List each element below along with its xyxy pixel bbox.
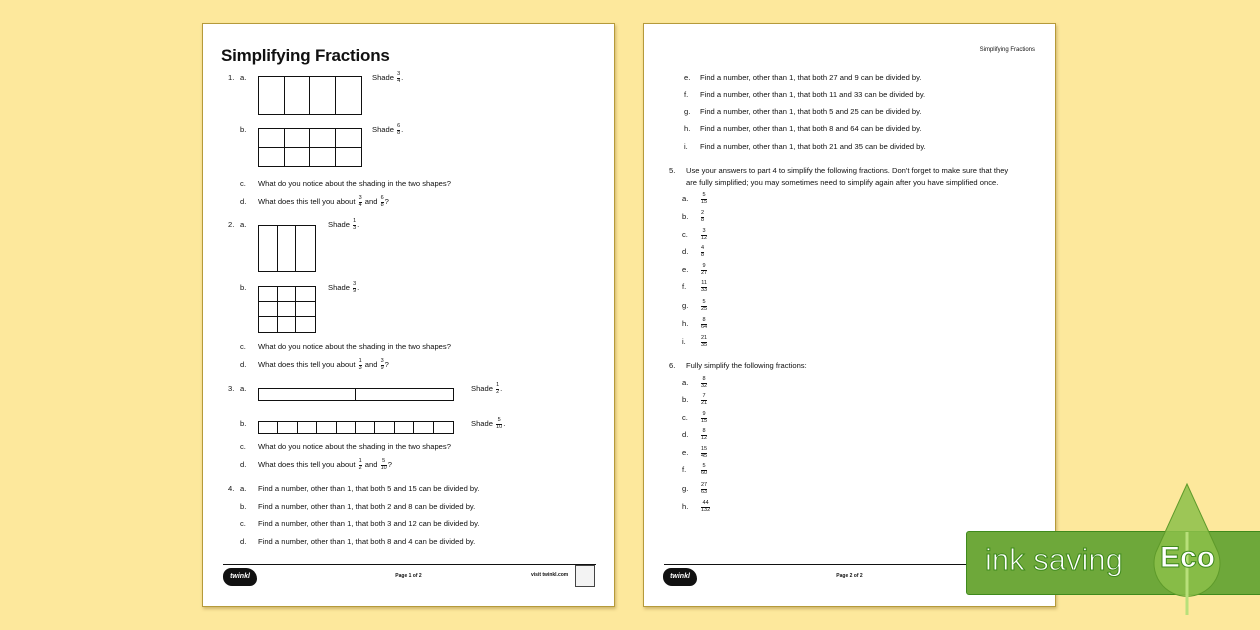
text-segment: ? <box>384 360 389 369</box>
denominator: 10 <box>380 464 387 471</box>
text-segment: What do you notice about the shading in the two shapes? <box>258 442 451 451</box>
numerator: 6 <box>397 123 401 129</box>
fraction-shape <box>258 128 362 167</box>
part-label: d. <box>682 430 689 439</box>
question-text <box>258 501 475 512</box>
question-text <box>700 377 708 389</box>
shape-cell <box>259 287 278 302</box>
question-text <box>258 359 389 371</box>
part-label: g. <box>682 484 689 493</box>
question-number: 2. <box>228 220 235 229</box>
text-segment: ? <box>387 460 392 469</box>
question-text <box>700 246 705 258</box>
part-label: a. <box>240 220 247 229</box>
denominator: 8 <box>380 201 384 208</box>
text-segment: Find a number, other than 1, that both 8 and 4 can be divided by. <box>258 537 476 546</box>
footer-divider <box>223 564 596 565</box>
part-label: d. <box>240 537 247 546</box>
numerator: 9 <box>702 263 706 269</box>
question-number: 4. <box>228 484 235 493</box>
shape-cell <box>395 422 414 433</box>
question-text <box>700 123 922 134</box>
numerator: 1 <box>358 458 362 464</box>
text-segment: . <box>357 220 360 229</box>
question-text <box>328 219 359 231</box>
fraction <box>701 318 707 330</box>
question-text <box>700 264 708 276</box>
denominator: 63 <box>701 488 708 495</box>
twinkl-logo: twinkl <box>223 568 257 586</box>
question-text <box>700 318 708 330</box>
fraction <box>496 383 499 395</box>
shape-cell <box>375 422 394 433</box>
shape-cell <box>259 302 278 317</box>
part-label: i. <box>682 337 686 346</box>
numerator: 2 <box>701 210 705 216</box>
part-label: a. <box>240 73 247 82</box>
shape-cell <box>434 422 453 433</box>
fraction <box>701 336 707 348</box>
fraction <box>359 459 362 471</box>
shape-cell <box>259 148 285 167</box>
shape-cell <box>278 302 297 317</box>
text-segment: Find a number, other than 1, that both 8 and 64 can be divided by. <box>700 124 922 133</box>
text-segment: Shade <box>471 384 496 393</box>
page-number: Page 1 of 2 <box>395 573 422 579</box>
question-text <box>700 193 708 205</box>
shape-cell <box>336 77 362 114</box>
denominator: 15 <box>701 417 708 424</box>
part-label: g. <box>684 107 691 116</box>
fraction <box>701 229 707 241</box>
page-number: Page 2 of 2 <box>836 573 863 579</box>
part-label: f. <box>682 282 687 291</box>
worksheet-page-1 <box>202 23 615 607</box>
numerator: 11 <box>701 280 707 286</box>
numerator: 1 <box>496 382 500 388</box>
twinkl-logo: twinkl <box>663 568 697 586</box>
denominator: 64 <box>701 323 708 330</box>
denominator: 8 <box>397 129 401 136</box>
text-segment: Shade <box>328 220 353 229</box>
part-label: d. <box>682 247 689 256</box>
shape-cell <box>259 389 356 400</box>
part-label: c. <box>682 413 688 422</box>
fraction <box>701 483 707 495</box>
part-label: f. <box>684 90 689 99</box>
text-segment: . <box>503 419 506 428</box>
fraction <box>701 501 710 513</box>
denominator: 25 <box>701 305 708 312</box>
fraction <box>701 246 704 258</box>
shape-cell <box>298 422 317 433</box>
fraction <box>701 377 707 389</box>
fraction <box>701 264 707 276</box>
text-segment: Fully simplify the following fractions: <box>686 361 807 370</box>
fraction <box>397 124 400 136</box>
question-text <box>700 429 708 441</box>
text-segment: Find a number, other than 1, that both 11 and 33 can be divided by. <box>700 90 926 99</box>
question-text <box>258 441 451 452</box>
part-label: g. <box>682 301 689 310</box>
fraction <box>701 394 707 406</box>
denominator: 45 <box>701 452 708 459</box>
denominator: 2 <box>496 388 500 395</box>
text-segment: What does this tell you about <box>258 197 358 206</box>
fraction-shape <box>258 421 454 434</box>
shape-cell <box>336 129 362 148</box>
question-text <box>700 106 922 117</box>
question-text <box>258 341 451 352</box>
fraction <box>359 359 362 371</box>
question-text <box>700 141 926 152</box>
question-number: 6. <box>669 361 676 370</box>
question-text <box>258 483 480 494</box>
question-text <box>700 89 925 100</box>
part-label: b. <box>240 125 247 134</box>
shape-cell <box>356 389 453 400</box>
fraction <box>701 281 707 293</box>
question-text <box>700 300 708 312</box>
question-text <box>258 196 389 208</box>
shape-cell <box>285 148 311 167</box>
question-number: 1. <box>228 73 235 82</box>
denominator: 3 <box>353 224 357 231</box>
text-segment: . <box>357 283 360 292</box>
question-text <box>700 281 708 293</box>
shape-cell <box>296 287 315 302</box>
fraction <box>381 359 384 371</box>
fraction <box>359 196 362 208</box>
denominator: 4 <box>397 77 401 84</box>
denominator: 9 <box>380 364 384 371</box>
part-label: b. <box>240 502 247 511</box>
numerator: 8 <box>702 376 706 382</box>
text-segment: . <box>401 73 404 82</box>
denominator: 35 <box>701 341 708 348</box>
shape-cell <box>278 287 297 302</box>
denominator: 9 <box>353 287 357 294</box>
fraction <box>381 196 384 208</box>
fraction <box>701 211 704 223</box>
part-label: a. <box>682 378 689 387</box>
ink-saving-label: ink saving <box>985 542 1123 577</box>
shape-cell <box>336 148 362 167</box>
denominator: 12 <box>701 434 708 441</box>
shape-cell <box>296 226 315 271</box>
text-segment: Find a number, other than 1, that both 5 and 25 can be divided by. <box>700 107 922 116</box>
visit-link[interactable]: visit twinkl.com <box>531 572 569 578</box>
shape-cell <box>278 226 297 271</box>
fraction-shape <box>258 225 316 272</box>
fraction <box>701 193 707 205</box>
text-segment: Find a number, other than 1, that both 3 and 12 can be divided by. <box>258 519 480 528</box>
question-text <box>258 518 480 529</box>
denominator: 33 <box>701 286 708 293</box>
shape-cell <box>259 226 278 271</box>
part-label: a. <box>682 194 689 203</box>
numerator: 3 <box>702 228 706 234</box>
text-segment: What does this tell you about <box>258 360 358 369</box>
question-text <box>700 336 708 348</box>
fraction <box>701 464 707 476</box>
shape-cell <box>278 422 297 433</box>
shape-cell <box>310 129 336 148</box>
shape-cell <box>296 317 315 332</box>
numerator: 5 <box>382 458 386 464</box>
fraction <box>353 219 356 231</box>
numerator: 8 <box>702 317 706 323</box>
shape-cell <box>285 129 311 148</box>
text-segment: What do you notice about the shading in the two shapes? <box>258 342 451 351</box>
numerator: 15 <box>701 446 708 452</box>
question-text <box>700 211 705 223</box>
eco-label: Eco <box>1160 541 1216 574</box>
shape-cell <box>337 422 356 433</box>
question-text <box>700 412 708 424</box>
numerator: 3 <box>397 71 401 77</box>
question-number: 5. <box>669 166 676 175</box>
fraction <box>496 418 502 430</box>
shape-cell <box>317 422 336 433</box>
part-label: e. <box>684 73 691 82</box>
part-label: e. <box>682 265 689 274</box>
question-text <box>700 447 708 459</box>
fraction <box>381 459 387 471</box>
numerator: 5 <box>702 463 706 469</box>
numerator: 5 <box>702 299 706 305</box>
worksheet-page-2 <box>643 23 1056 607</box>
denominator: 27 <box>701 269 708 276</box>
text-segment: . <box>401 125 404 134</box>
denominator: 8 <box>701 251 705 258</box>
text-segment: and <box>362 197 380 206</box>
shape-cell <box>278 317 297 332</box>
part-label: b. <box>682 212 689 221</box>
question-text <box>258 178 451 189</box>
question-number: 3. <box>228 384 235 393</box>
part-label: d. <box>240 360 247 369</box>
part-label: b. <box>240 419 247 428</box>
numerator: 1 <box>358 358 362 364</box>
question-text <box>471 418 505 430</box>
numerator: 3 <box>353 281 357 287</box>
fraction <box>701 429 707 441</box>
question-text <box>686 177 998 188</box>
numerator: 1 <box>353 218 357 224</box>
fraction-shape <box>258 76 362 115</box>
text-segment: Use your answers to part 4 to simplify the following fractions. Don't forget to make sure that they <box>686 166 1009 175</box>
denominator: 60 <box>701 469 708 476</box>
page-title: Simplifying Fractions <box>221 46 390 65</box>
text-segment: ? <box>384 197 389 206</box>
text-segment: . <box>500 384 503 393</box>
part-label: a. <box>240 384 247 393</box>
part-label: d. <box>240 460 247 469</box>
part-label: c. <box>240 342 246 351</box>
numerator: 8 <box>702 428 706 434</box>
numerator: 7 <box>702 393 706 399</box>
denominator: 32 <box>701 382 708 389</box>
page-header: Simplifying Fractions <box>979 47 1035 53</box>
numerator: 3 <box>358 195 362 201</box>
denominator: 21 <box>701 399 708 406</box>
shape-cell <box>285 77 311 114</box>
numerator: 5 <box>497 417 501 423</box>
shape-cell <box>414 422 433 433</box>
fraction <box>701 412 707 424</box>
part-label: h. <box>684 124 691 133</box>
text-segment: Find a number, other than 1, that both 21 and 35 can be divided by. <box>700 142 926 151</box>
part-label: e. <box>682 448 689 457</box>
question-text <box>471 383 502 395</box>
shape-cell <box>296 302 315 317</box>
numerator: 5 <box>702 192 706 198</box>
part-label: c. <box>240 519 246 528</box>
text-segment: Find a number, other than 1, that both 5 and 15 can be divided by. <box>258 484 480 493</box>
denominator: 15 <box>701 198 708 205</box>
part-label: h. <box>682 319 689 328</box>
part-label: a. <box>240 484 247 493</box>
question-text <box>700 464 708 476</box>
fraction <box>397 72 400 84</box>
part-label: b. <box>240 283 247 292</box>
numerator: 27 <box>701 482 708 488</box>
question-text <box>686 360 807 371</box>
fraction-shape <box>258 388 454 401</box>
question-text <box>700 229 708 241</box>
part-label: c. <box>240 179 246 188</box>
numerator: 6 <box>380 195 384 201</box>
shape-cell <box>259 77 285 114</box>
text-segment: Find a number, other than 1, that both 27 and 9 can be divided by. <box>700 73 922 82</box>
shape-cell <box>259 317 278 332</box>
numerator: 3 <box>380 358 384 364</box>
denominator: 132 <box>701 506 711 513</box>
denominator: 4 <box>358 201 362 208</box>
shape-cell <box>310 148 336 167</box>
question-text <box>700 483 708 495</box>
denominator: 3 <box>358 364 362 371</box>
text-segment: are fully simplified; you may sometimes need to simplify again after you have simplified once. <box>686 178 999 187</box>
shape-cell <box>259 422 278 433</box>
question-text <box>328 282 359 294</box>
part-label: d. <box>240 197 247 206</box>
shape-cell <box>259 129 285 148</box>
fraction <box>353 282 356 294</box>
denominator: 10 <box>496 423 503 430</box>
numerator: 21 <box>701 335 708 341</box>
shape-cell <box>310 77 336 114</box>
question-text <box>700 72 922 83</box>
denominator: 12 <box>701 234 708 241</box>
text-segment: Shade <box>372 125 397 134</box>
quality-badge-icon <box>575 565 595 587</box>
text-segment: Shade <box>471 419 496 428</box>
part-label: b. <box>682 395 689 404</box>
numerator: 9 <box>702 411 706 417</box>
fraction <box>701 300 707 312</box>
shape-cell <box>356 422 375 433</box>
part-label: f. <box>682 465 687 474</box>
text-segment: Find a number, other than 1, that both 2 and 8 can be divided by. <box>258 502 476 511</box>
text-segment: Shade <box>328 283 353 292</box>
question-text <box>258 459 392 471</box>
question-text <box>372 124 403 136</box>
numerator: 44 <box>702 500 709 506</box>
part-label: c. <box>682 230 688 239</box>
question-text <box>700 394 708 406</box>
part-label: h. <box>682 502 689 511</box>
text-segment: What do you notice about the shading in the two shapes? <box>258 179 451 188</box>
text-segment: and <box>362 460 380 469</box>
question-text <box>700 501 711 513</box>
question-text <box>258 536 475 547</box>
denominator: 2 <box>358 464 362 471</box>
text-segment: What does this tell you about <box>258 460 358 469</box>
question-text <box>372 72 403 84</box>
fraction <box>701 447 707 459</box>
text-segment: and <box>362 360 380 369</box>
denominator: 8 <box>701 216 705 223</box>
part-label: i. <box>684 142 688 151</box>
question-text <box>686 165 1008 176</box>
numerator: 4 <box>701 245 705 251</box>
text-segment: Shade <box>372 73 397 82</box>
fraction-shape <box>258 286 316 333</box>
part-label: c. <box>240 442 246 451</box>
